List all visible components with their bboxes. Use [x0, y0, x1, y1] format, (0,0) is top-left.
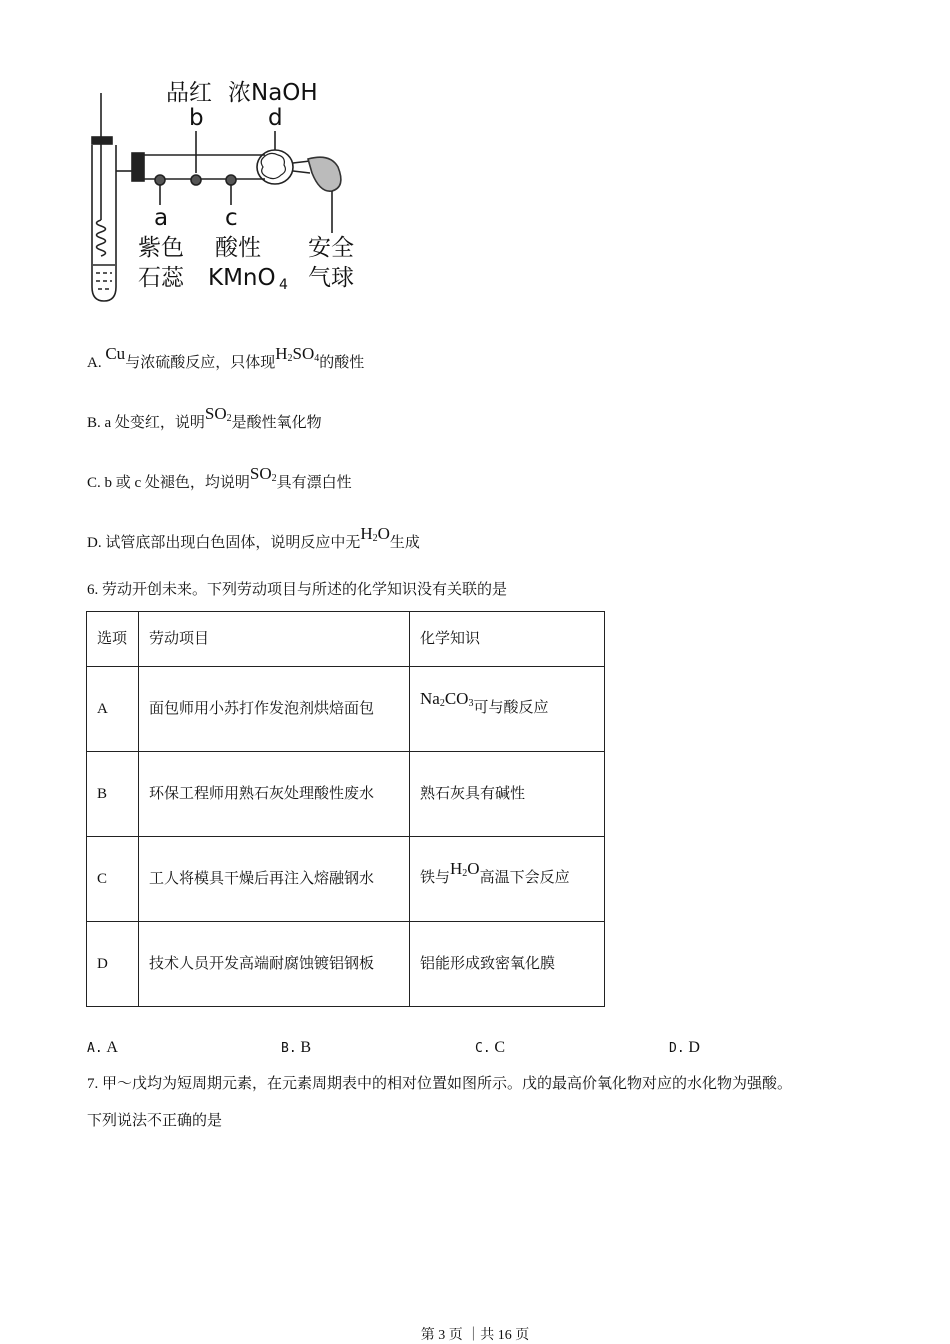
q5-option-d: D. 试管底部出现白色固体，说明反应中无$H_2O$生成 — [87, 524, 420, 551]
label-c-sub: 4 — [279, 277, 288, 293]
label-letter-b: b — [189, 105, 204, 131]
table-row: B 环保工程师用熟石灰处理酸性废水 熟石灰具有碱性 — [87, 752, 605, 837]
label-letter-c: c — [225, 205, 238, 231]
label-c-line1: 酸性 — [215, 235, 261, 261]
formula-h2so4: $H_2SO_4$ — [275, 344, 320, 364]
apparatus-diagram — [80, 75, 380, 310]
q6-choice-c[interactable]: C. C — [475, 1039, 506, 1056]
page-footer: 第 3 页 ｜共 16 页 — [420, 1328, 530, 1343]
formula-h2o: $H_2O$ — [450, 858, 480, 879]
q5-option-b: B. a 处变红，说明$SO_2$是酸性氧化物 — [87, 404, 322, 431]
label-naoh: 浓NaOH — [228, 80, 318, 106]
table-row: C 工人将模具干燥后再注入熔融钢水 铁与$H_2O$高温下会反应 — [87, 837, 605, 922]
label-letter-a: a — [154, 205, 169, 231]
q7-line1: 7. 甲～戊均为短周期元素，在元素周期表中的相对位置如图所示。戊的最高价氧化物对应的水化物为强酸。 — [87, 1076, 793, 1092]
label-pinhong: 品红 — [166, 80, 212, 106]
label-balloon-line1: 安全 — [308, 235, 354, 261]
table-row: A 面包师用小苏打作发泡剂烘焙面包 $Na_2CO_3$可与酸反应 — [87, 667, 605, 752]
header-knowledge: 化学知识 — [410, 612, 605, 667]
q5-option-c: C. b 或 c 处褪色，均说明$SO_2$具有漂白性 — [87, 464, 352, 491]
label-balloon-line2: 气球 — [308, 265, 354, 291]
formula-h2o: $H_2O$ — [360, 524, 390, 544]
q6-stem: 6. 劳动开创未来。下列劳动项目与所述的化学知识没有关联的是 — [87, 582, 508, 598]
q6-choice-a[interactable]: A. A — [87, 1039, 118, 1056]
table-row: D 技术人员开发高端耐腐蚀镀铝钢板 铝能形成致密氧化膜 — [87, 922, 605, 1007]
q6-choice-d[interactable]: D. D — [669, 1039, 700, 1056]
formula-na2co3: $Na_2CO_3$ — [420, 688, 474, 709]
q7-line2: 下列说法不正确的是 — [87, 1113, 223, 1129]
formula-so2: $SO_2$ — [204, 404, 232, 424]
label-c-line2: KMnO — [208, 265, 276, 291]
label-a-line1: 紫色 — [138, 235, 184, 261]
formula-so2: $SO_2$ — [249, 464, 277, 484]
q6-table — [86, 611, 605, 1007]
label-a-line2: 石蕊 — [138, 265, 184, 291]
header-project: 劳动项目 — [139, 612, 410, 667]
formula-cu: Cu — [105, 344, 126, 363]
label-letter-d: d — [268, 105, 283, 131]
table-header-row — [87, 612, 605, 667]
header-option: 选项 — [87, 612, 139, 667]
q5-option-a: A. Cu与浓硫酸反应，只体现$H_2SO_4$的酸性 — [87, 344, 365, 371]
q6-choice-b[interactable]: B. B — [281, 1039, 312, 1056]
